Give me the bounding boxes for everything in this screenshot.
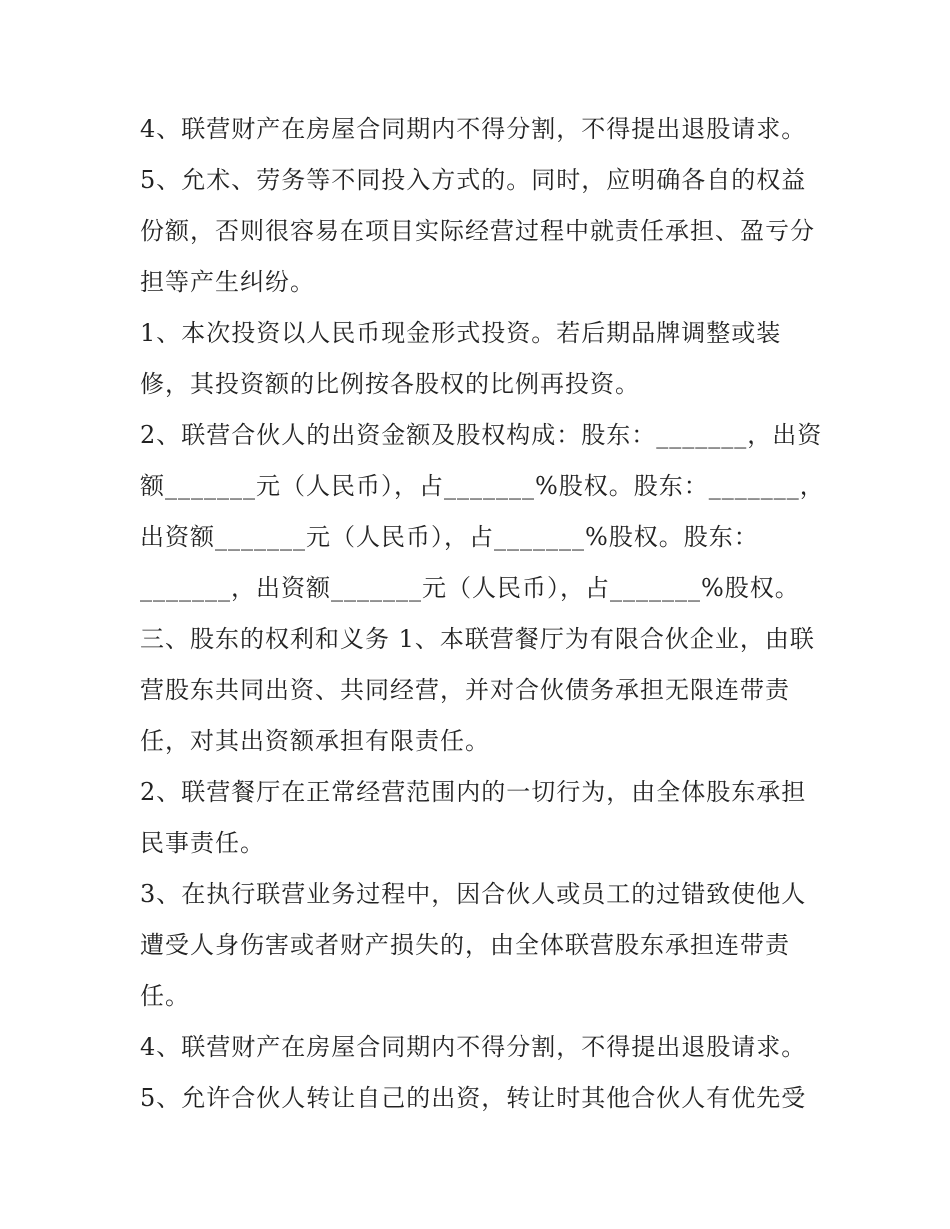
text-line: 遭受人身伤害或者财产损失的，由全体联营股东承担连带责 bbox=[140, 931, 790, 959]
text-line: 营股东共同出资、共同经营，并对合伙债务承担无限连带责 bbox=[140, 676, 790, 704]
text-line: 4、联营财产在房屋合同期内不得分割，不得提出退股请求。 bbox=[140, 115, 807, 143]
text-line: 1、本次投资以人民币现金形式投资。若后期品牌调整或装 bbox=[140, 319, 782, 347]
text-line: 2、联营餐厅在正常经营范围内的一切行为，由全体股东承担 bbox=[140, 778, 807, 806]
text-line: 5、允术、劳务等不同投入方式的。同时，应明确各自的权益 bbox=[140, 166, 807, 194]
text-line: 3、在执行联营业务过程中，因合伙人或员工的过错致使他人 bbox=[140, 880, 807, 908]
text-line: 份额，否则很容易在项目实际经营过程中就责任承担、盈亏分 bbox=[140, 217, 815, 245]
text-line: 三、股东的权利和义务 1、本联营餐厅为有限合伙企业，由联 bbox=[140, 625, 815, 653]
text-line: 2、联营合伙人的出资金额及股权构成：股东：_______，出资 bbox=[140, 421, 823, 449]
text-line: 任，对其出资额承担有限责任。 bbox=[140, 727, 490, 755]
document-body bbox=[140, 104, 825, 1124]
text-line: 出资额_______元（人民币），占_______%股权。股东： bbox=[140, 523, 759, 551]
text-line: _______，出资额_______元（人民币），占_______%股权。 bbox=[140, 574, 800, 602]
text-line: 额_______元（人民币），占_______%股权。股东：_______， bbox=[140, 472, 825, 500]
text-line: 5、允许合伙人转让自己的出资，转让时其他合伙人有优先受 bbox=[140, 1084, 807, 1112]
text-line: 4、联营财产在房屋合同期内不得分割，不得提出退股请求。 bbox=[140, 1033, 807, 1061]
text-line: 担等产生纠纷。 bbox=[140, 268, 315, 296]
text-line: 民事责任。 bbox=[140, 829, 265, 857]
text-line: 修，其投资额的比例按各股权的比例再投资。 bbox=[140, 370, 640, 398]
text-line: 任。 bbox=[140, 982, 190, 1010]
